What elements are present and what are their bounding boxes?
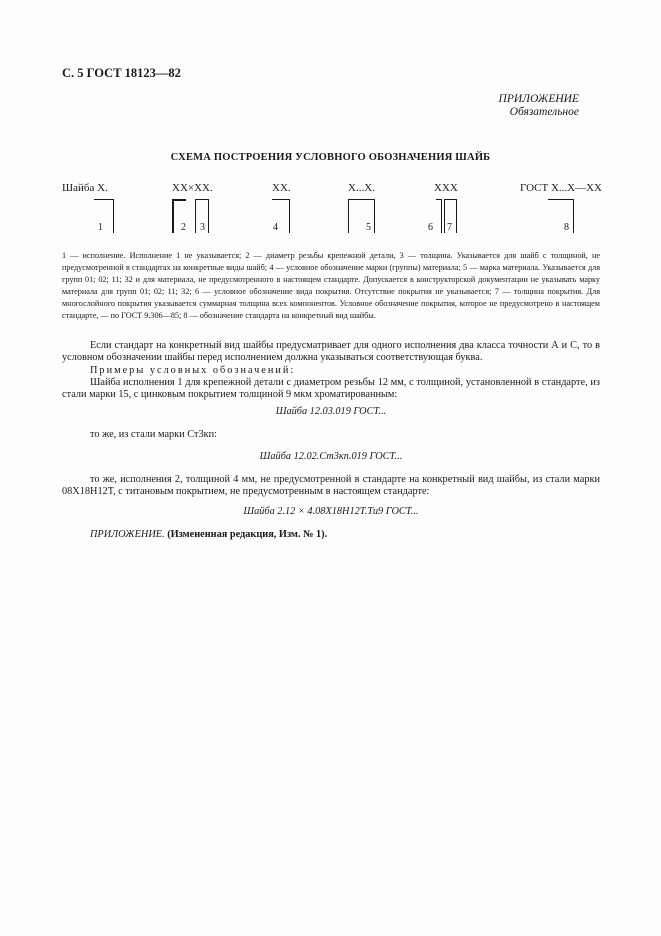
scheme-token-3: ХХ. [272, 182, 291, 194]
footer-note [62, 529, 628, 541]
paragraph-accuracy-classes: Если стандарт на конкретный вид шайбы предусматривает для одного исполнения два класса точности А и С, то в условном обозначении шайбы перед исполнением должна указываться соответствующая буква. [62, 340, 600, 364]
example-3-description: то же, исполнения 2, толщиной 4 мм, не предусмотренной в стандарте на конкретный вид шайбы, из стали марки 08Х18Н12Т, с титановым покрытием, не предусмотренным в настоящем стандарте: [62, 474, 600, 498]
example-1-description: Шайба исполнения 1 для крепежной детали с диаметром резьбы 12 мм, с толщиной, установленной в стандарте, из стали марки 15, с цинковым покрытием толщиной 9 мкм хроматированным: [62, 377, 600, 401]
scheme-number-7: 7 [447, 222, 452, 233]
scheme-number-1: 1 [98, 222, 103, 233]
scheme-number-4: 4 [273, 222, 278, 233]
scheme-token-6: ГОСТ Х...Х—ХХ [520, 182, 602, 194]
appendix-subtitle: Обязательное [509, 106, 579, 118]
footer-label: ПРИЛОЖЕНИЕ. [90, 529, 165, 540]
example-1-designation: Шайба 12.03.019 ГОСТ... [275, 406, 387, 417]
example-2-designation: Шайба 12.02.Ст3кп.019 ГОСТ... [259, 451, 403, 462]
scheme-token-5: ХХХ [434, 182, 458, 194]
appendix-label [499, 93, 579, 119]
scheme-number-2: 2 [181, 222, 186, 233]
example-3-designation: Шайба 2.12 × 4.08Х18Н12Т.Ти9 ГОСТ... [243, 506, 419, 517]
scheme-notes: 1 — исполнение. Исполнение 1 не указывается; 2 — диаметр резьбы крепежной детали, 3 — толщина. Указывается для шайб с толщиной, не предусмотренной в стандартах на конкретные виды шайб; 4 — условное обозначение марки (группы) материала; 5 — марка материала. Указывается для групп 01; 02; 11; 32 и для материала, не предусмотренного в настоящем стандарте. Допускается в конструкторской документации не указывать марку материала для групп 01; 02; 11; 32; 6 — условное обозначение вида покрытия. Отсутствие покрытия не указывается; 7 — толщина покрытия. Для многослойного покрытия указывается суммарная толщина всех компонентов. Условное обозначение покрытия, которое не предусмотрено в настоящем стандарте, — по ГОСТ 9.306—85; 8 — обозначение стандарта на конкретный вид шайбы. [62, 251, 600, 320]
example-2-description: то же, из стали марки Ст3кп: [90, 429, 218, 440]
scheme-number-6: 6 [428, 222, 433, 233]
scheme-token-1: Шайба Х. [62, 182, 108, 194]
scheme-token-4: Х...Х. [348, 182, 375, 194]
scheme-number-3: 3 [200, 222, 205, 233]
scheme-token-2: ХХ×ХХ. [172, 182, 213, 194]
scheme-number-5: 5 [366, 222, 371, 233]
scheme-title: СХЕМА ПОСТРОЕНИЯ УСЛОВНОГО ОБОЗНАЧЕНИЯ ШАЙБ [170, 152, 491, 163]
examples-heading: Примеры условных обозначений: [90, 365, 296, 376]
footer-text: (Измененная редакция, Изм. № 1). [167, 529, 328, 540]
appendix-title: ПРИЛОЖЕНИЕ [498, 93, 579, 105]
scheme-number-8: 8 [564, 222, 569, 233]
page-header: С. 5 ГОСТ 18123—82 [62, 66, 181, 80]
